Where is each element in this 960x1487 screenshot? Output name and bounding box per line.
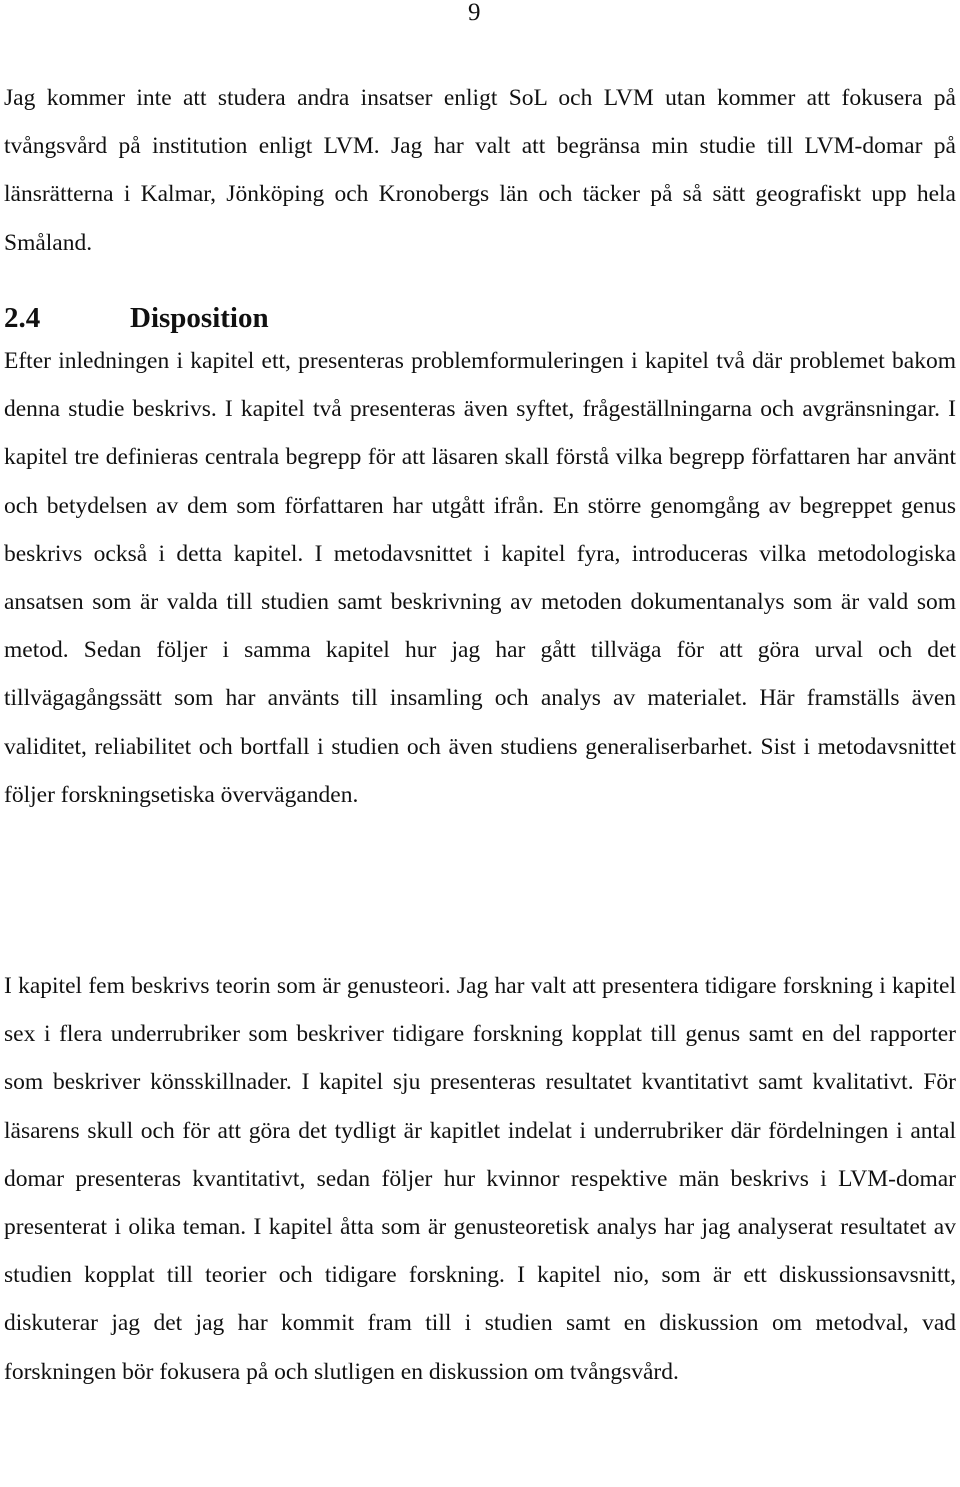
disposition-paragraph-1: Efter inledningen i kapitel ett, presenteras problemformuleringen i kapitel två där problemet bakom denna studie beskrivs. I kapitel två presenteras även syftet, frågeställningarna och avgränsningar. I kapitel tre definieras centrala begrepp för att läsaren skall förstå vilka begrepp författaren har använt och betydelsen av dem som författaren har utgått ifrån. En större genomgång av begreppet genus beskrivs också i detta kapitel. I metodavsnittet i kapitel fyra, introduceras vilka metodologiska ansatsen som är valda till studien samt beskrivning av metoden dokumentanalys som är vald som metod. Sedan följer i samma kapitel hur jag har gått tillväga för att göra urval och det tillvägagångssätt som har använts till insamling och analys av materialet. Här framställs även validitet, reliabilitet och bortfall i studien och även studiens generaliserbarhet. Sist i metodavsnittet följer forskningsetiska överväganden. [4, 348, 956, 808]
disposition-paragraph-2: I kapitel fem beskrivs teorin som är genusteori. Jag har valt att presentera tidigare forskning i kapitel sex i flera underrubriker som beskriver tidigare forskning kopplat till genus samt en del rapporter som beskriver könsskillnader. I kapitel sju presenteras resultatet kvantitativt samt kvalitativt. För läsarens skull och för att göra det tydligt är kapitlet indelat i underrubriker där fördelningen i antal domar presenteras kvantitativt, sedan följer hur kvinnor respektive män beskrivs i LVM-domar presenterat i olika teman. I kapitel åtta som är genusteoretisk analys har jag analyserat resultatet av studien kopplat till teorier och tidigare forskning. I kapitel nio, som är ett diskussionsavsnitt, diskuterar jag det jag har kommit fram till i studien samt en diskussion om metodval, vad forskningen bör fokusera på och slutligen en diskussion om tvångsvård. [4, 973, 956, 1385]
page-number: 9 [468, 0, 481, 26]
intro-paragraph: Jag kommer inte att studera andra insatser enligt SoL och LVM utan kommer att fokusera på tvångsvård på institution enligt LVM. Jag har valt att begränsa min studie till LVM-domar på länsrätterna i Kalmar, Jönköping och Kronobergs län och täcker på så sätt geografiskt upp hela Småland. [4, 85, 956, 256]
section-heading [4, 295, 269, 341]
section-number: 2.4 [4, 302, 41, 334]
section-title: Disposition [130, 302, 269, 334]
